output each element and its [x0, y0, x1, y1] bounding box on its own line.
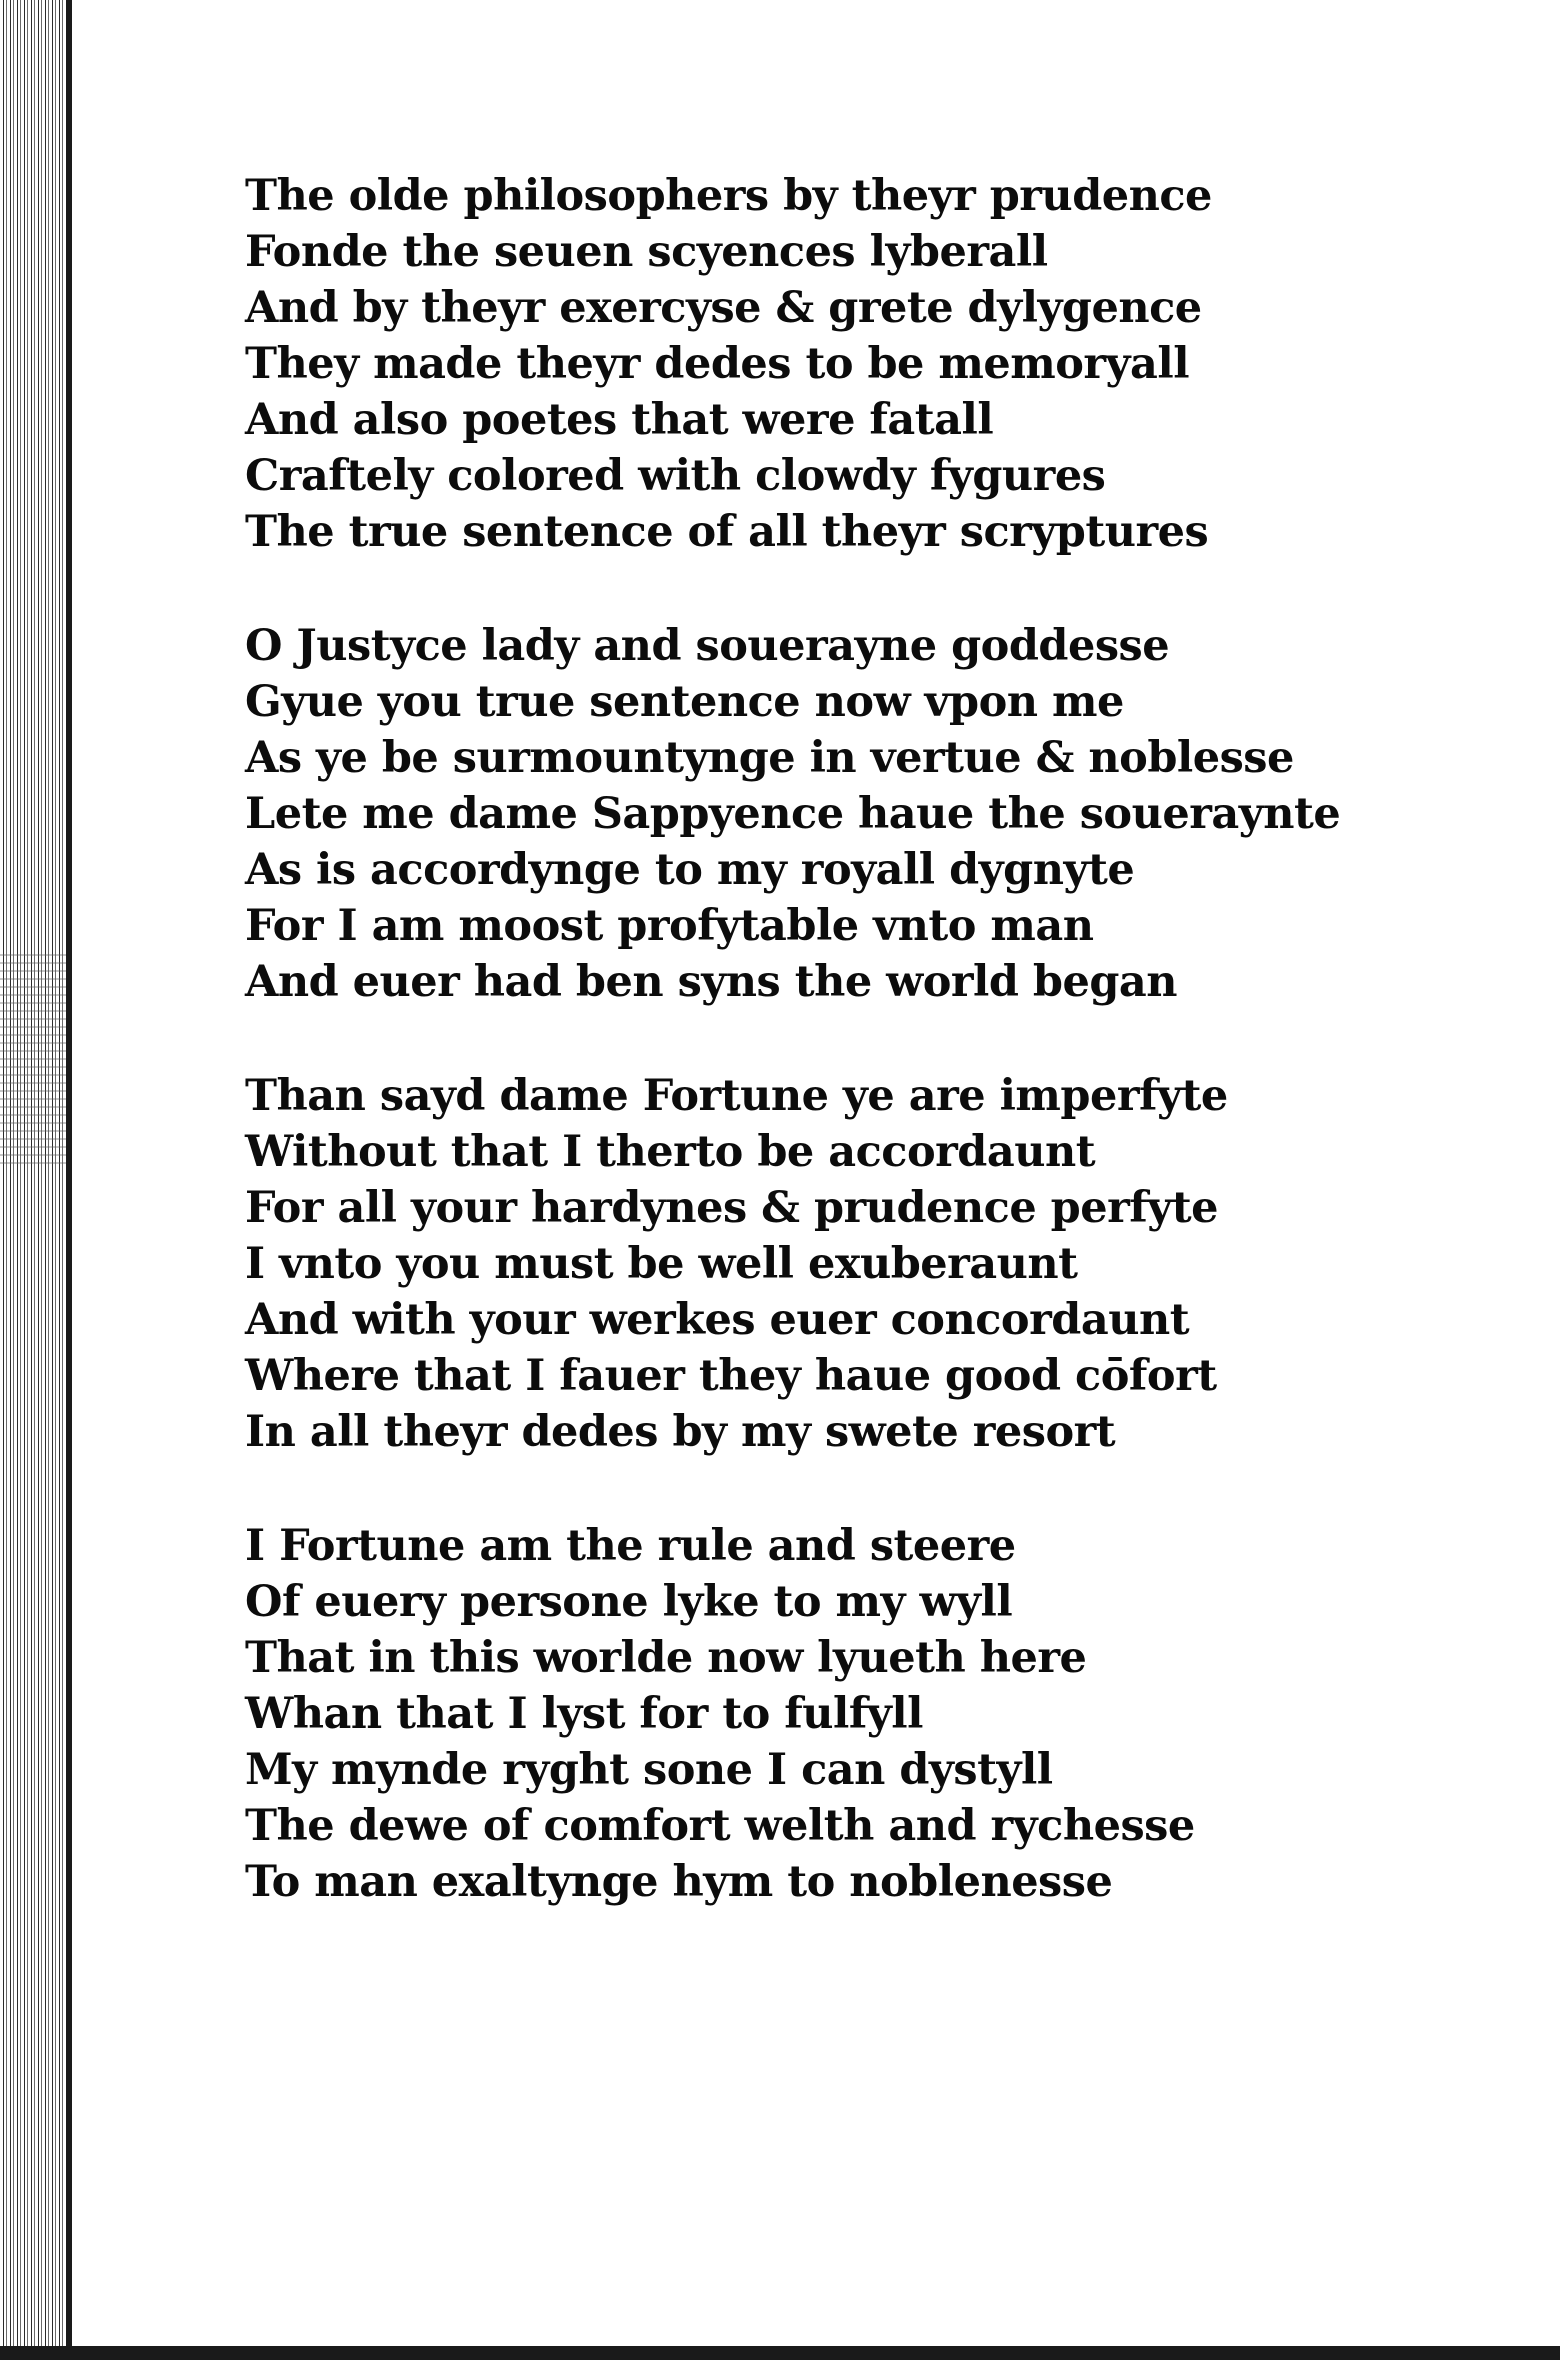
verse-line: The true sentence of all theyr scryptures: [245, 507, 1209, 557]
verse-line: My mynde ryght sone I can dystyll: [245, 1745, 1053, 1795]
verse-line: Fonde the seuen scyences lyberall: [245, 227, 1048, 277]
verse-line: And by theyr exercyse & grete dylygence: [245, 283, 1202, 333]
verse-line: The dewe of comfort welth and rychesse: [245, 1801, 1195, 1851]
verse-line: Gyue you true sentence now vpon me: [245, 677, 1124, 727]
verse-line: In all theyr dedes by my swete resort: [245, 1407, 1116, 1457]
verse-line: To man exaltynge hym to noblenesse: [245, 1857, 1113, 1907]
verse-line: They made theyr dedes to be memoryall: [245, 339, 1190, 389]
binding-shadow: [0, 950, 72, 1170]
verse-line: And with your werkes euer concordaunt: [245, 1295, 1190, 1345]
verse-line: As ye be surmountynge in vertue & noblesse: [245, 733, 1294, 783]
verse-line: I Fortune am the rule and steere: [245, 1521, 1016, 1571]
page-left-edge: [66, 0, 72, 2348]
verse-line: For all your hardynes & prudence perfyte: [245, 1183, 1218, 1233]
verse-line: O Justyce lady and souerayne goddesse: [245, 621, 1170, 671]
verse-line: Where that I fauer they haue good cōfort: [245, 1351, 1217, 1401]
verse-line: Craftely colored with clowdy fygures: [245, 451, 1106, 501]
verse-line: That in this worlde now lyueth here: [245, 1633, 1087, 1683]
verse-line: And euer had ben syns the world began: [245, 957, 1178, 1007]
verse-line: The olde philosophers by theyr prudence: [245, 171, 1212, 221]
verse-line: Whan that I lyst for to fulfyll: [245, 1689, 923, 1739]
verse-line: Without that I therto be accordaunt: [245, 1127, 1096, 1177]
stanza-4: [245, 1518, 1295, 1910]
stanza-1: [245, 168, 1295, 560]
stanza-3: [245, 1068, 1295, 1460]
verse-line: As is accordynge to my royall dygnyte: [245, 845, 1135, 895]
verse-line: For I am moost profytable vnto man: [245, 901, 1094, 951]
verse-line: Lete me dame Sappyence haue the souerayntе: [245, 789, 1341, 839]
verse-line: Of euery persone lyke to my wyll: [245, 1577, 1013, 1627]
verse-line: And also poetes that were fatall: [245, 395, 994, 445]
poem-text: [245, 168, 1341, 1968]
verse-line: Than sayd dame Fortune ye are imperfyte: [245, 1071, 1228, 1121]
book-binding-gutter: [0, 0, 72, 2348]
verse-line: I vnto you must be well exuberaunt: [245, 1239, 1078, 1289]
page-bottom-edge: [0, 2346, 1560, 2360]
stanza-2: [245, 618, 1341, 1010]
